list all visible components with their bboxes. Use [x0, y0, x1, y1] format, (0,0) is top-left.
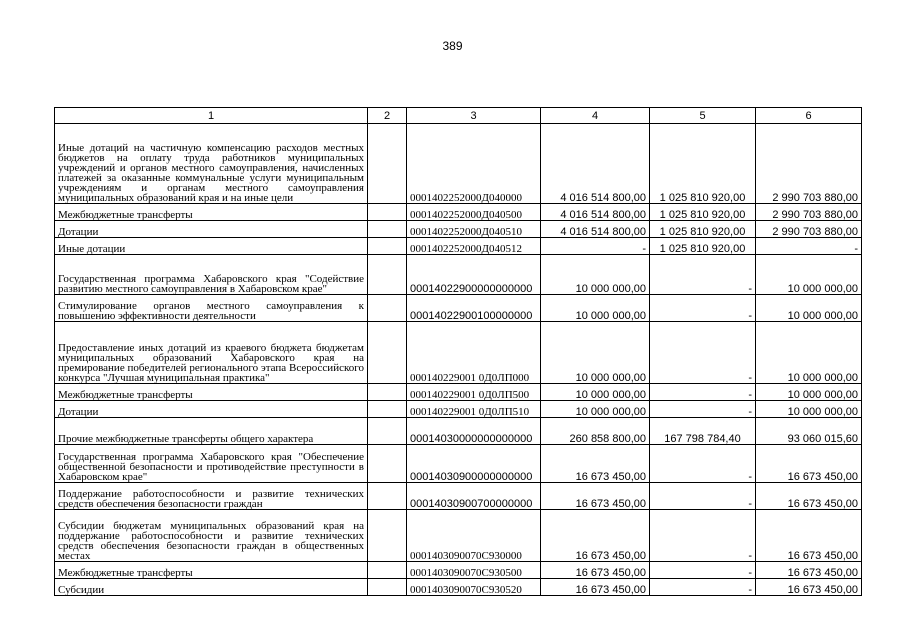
- row-value-5-cell: -: [650, 322, 756, 384]
- row-value-4-cell: 260 858 800,00: [541, 418, 650, 445]
- row-name-cell: Иные дотаций на частичную компенсацию расходов местных бюджетов на оплату труда работников муниципальных учреждений и органов местного самоуправления, начисленных платежей за оказанные коммунальные услуги муниципальным учреждениям и органам местного самоуправления муниципальных образований края и на иные цели: [55, 124, 368, 204]
- row-value-4-cell: 10 000 000,00: [541, 295, 650, 322]
- row-col2-cell: [368, 418, 407, 445]
- row-value-6-cell: 16 673 450,00: [756, 579, 862, 596]
- row-code-cell: 0001402252000Д040510: [407, 221, 541, 238]
- row-name-cell: Поддержание работоспособности и развитие технических средств обеспечения безопасности граждан: [55, 483, 368, 510]
- row-value-5-cell: -: [650, 510, 756, 562]
- row-value-4-cell: 10 000 000,00: [541, 322, 650, 384]
- row-value-4-cell: 16 673 450,00: [541, 483, 650, 510]
- row-value-6-cell: 2 990 703 880,00: [756, 204, 862, 221]
- row-name-cell: Государственная программа Хабаровского края "Содействие развитию местного самоуправления в Хабаровском крае": [55, 255, 368, 295]
- table-row: [55, 255, 862, 295]
- row-value-6-cell: 16 673 450,00: [756, 562, 862, 579]
- table-row: [55, 384, 862, 401]
- row-value-4-cell: 10 000 000,00: [541, 401, 650, 418]
- row-col2-cell: [368, 221, 407, 238]
- row-value-6-cell: -: [756, 238, 862, 255]
- table-row: [55, 204, 862, 221]
- row-value-6-cell: 10 000 000,00: [756, 255, 862, 295]
- row-value-5-cell: 1 025 810 920,00: [650, 221, 756, 238]
- row-value-5-cell: -: [650, 255, 756, 295]
- row-col2-cell: [368, 483, 407, 510]
- row-value-4-cell: -: [541, 238, 650, 255]
- column-header-4: 4: [541, 108, 650, 124]
- row-value-6-cell: 16 673 450,00: [756, 445, 862, 483]
- row-col2-cell: [368, 124, 407, 204]
- row-value-5-cell: -: [650, 579, 756, 596]
- row-name-cell: Межбюджетные трансферты: [55, 384, 368, 401]
- row-code-cell: 00014030900000000000: [407, 445, 541, 483]
- row-value-4-cell: 4 016 514 800,00: [541, 204, 650, 221]
- row-name-cell: Межбюджетные трансферты: [55, 562, 368, 579]
- row-value-6-cell: 10 000 000,00: [756, 322, 862, 384]
- row-code-cell: 0001402252000Д040512: [407, 238, 541, 255]
- row-col2-cell: [368, 384, 407, 401]
- table-row: [55, 322, 862, 384]
- row-col2-cell: [368, 238, 407, 255]
- table-header-row: [55, 108, 862, 124]
- row-name-cell: Государственная программа Хабаровского края "Обеспечение общественной безопасности и противодействие преступности в Хабаровском крае": [55, 445, 368, 483]
- column-header-6: 6: [756, 108, 862, 124]
- row-name-cell: Дотации: [55, 401, 368, 418]
- row-col2-cell: [368, 204, 407, 221]
- row-col2-cell: [368, 322, 407, 384]
- row-value-6-cell: 93 060 015,60: [756, 418, 862, 445]
- row-value-5-cell: 167 798 784,40: [650, 418, 756, 445]
- page-number: 389: [442, 39, 463, 53]
- row-code-cell: 00014022900100000000: [407, 295, 541, 322]
- row-value-6-cell: 10 000 000,00: [756, 401, 862, 418]
- row-value-6-cell: 16 673 450,00: [756, 510, 862, 562]
- row-code-cell: 000140229001 0Д0ЛП000: [407, 322, 541, 384]
- column-header-3: 3: [407, 108, 541, 124]
- table-row: [55, 295, 862, 322]
- row-value-5-cell: 1 025 810 920,00: [650, 204, 756, 221]
- row-value-4-cell: 16 673 450,00: [541, 579, 650, 596]
- column-header-1: 1: [55, 108, 368, 124]
- row-col2-cell: [368, 510, 407, 562]
- table-row: [55, 418, 862, 445]
- row-col2-cell: [368, 562, 407, 579]
- row-value-4-cell: 10 000 000,00: [541, 384, 650, 401]
- row-code-cell: 0001403090070С930520: [407, 579, 541, 596]
- row-col2-cell: [368, 579, 407, 596]
- row-name-cell: Стимулирование органов местного самоуправления к повышению эффективности деятельности: [55, 295, 368, 322]
- row-value-4-cell: 4 016 514 800,00: [541, 124, 650, 204]
- table-row: [55, 510, 862, 562]
- row-code-cell: 0001403090070С930000: [407, 510, 541, 562]
- row-col2-cell: [368, 255, 407, 295]
- row-value-4-cell: 16 673 450,00: [541, 562, 650, 579]
- row-col2-cell: [368, 445, 407, 483]
- row-code-cell: 0001402252000Д040500: [407, 204, 541, 221]
- row-code-cell: 0001403090070С930500: [407, 562, 541, 579]
- row-col2-cell: [368, 401, 407, 418]
- row-value-5-cell: 1 025 810 920,00: [650, 124, 756, 204]
- row-value-6-cell: 10 000 000,00: [756, 295, 862, 322]
- row-value-5-cell: -: [650, 384, 756, 401]
- row-value-5-cell: 1 025 810 920,00: [650, 238, 756, 255]
- table-row: [55, 124, 862, 204]
- row-code-cell: 000140229001 0Д0ЛП500: [407, 384, 541, 401]
- row-col2-cell: [368, 295, 407, 322]
- row-value-4-cell: 4 016 514 800,00: [541, 221, 650, 238]
- table-row: [55, 238, 862, 255]
- row-value-6-cell: 10 000 000,00: [756, 384, 862, 401]
- table-row: [55, 579, 862, 596]
- row-value-5-cell: -: [650, 562, 756, 579]
- table-row: [55, 401, 862, 418]
- row-code-cell: 0001402252000Д040000: [407, 124, 541, 204]
- row-code-cell: 00014030900700000000: [407, 483, 541, 510]
- column-header-5: 5: [650, 108, 756, 124]
- table-row: [55, 221, 862, 238]
- row-value-5-cell: -: [650, 401, 756, 418]
- row-value-6-cell: 16 673 450,00: [756, 483, 862, 510]
- row-code-cell: 000140229001 0Д0ЛП510: [407, 401, 541, 418]
- row-value-4-cell: 10 000 000,00: [541, 255, 650, 295]
- row-value-4-cell: 16 673 450,00: [541, 510, 650, 562]
- row-value-5-cell: -: [650, 295, 756, 322]
- row-value-6-cell: 2 990 703 880,00: [756, 124, 862, 204]
- row-value-5-cell: -: [650, 483, 756, 510]
- table-row: [55, 445, 862, 483]
- column-header-2: 2: [368, 108, 407, 124]
- row-name-cell: Прочие межбюджетные трансферты общего характера: [55, 418, 368, 445]
- row-name-cell: Предоставление иных дотаций из краевого бюджета бюджетам муниципальных образований Хабаровского края на премирование победителей регионального этапа Всероссийского конкурса "Лучшая муниципальная практика": [55, 322, 368, 384]
- budget-table: [54, 107, 862, 596]
- row-name-cell: Иные дотации: [55, 238, 368, 255]
- row-name-cell: Субсидии бюджетам муниципальных образований края на поддержание работоспособности и развитие технических средств обеспечения безопасности граждан в общественных местах: [55, 510, 368, 562]
- table-row: [55, 483, 862, 510]
- row-name-cell: Дотации: [55, 221, 368, 238]
- row-name-cell: Межбюджетные трансферты: [55, 204, 368, 221]
- row-code-cell: 00014030000000000000: [407, 418, 541, 445]
- row-value-4-cell: 16 673 450,00: [541, 445, 650, 483]
- table-row: [55, 562, 862, 579]
- row-name-cell: Субсидии: [55, 579, 368, 596]
- row-code-cell: 00014022900000000000: [407, 255, 541, 295]
- row-value-6-cell: 2 990 703 880,00: [756, 221, 862, 238]
- row-value-5-cell: -: [650, 445, 756, 483]
